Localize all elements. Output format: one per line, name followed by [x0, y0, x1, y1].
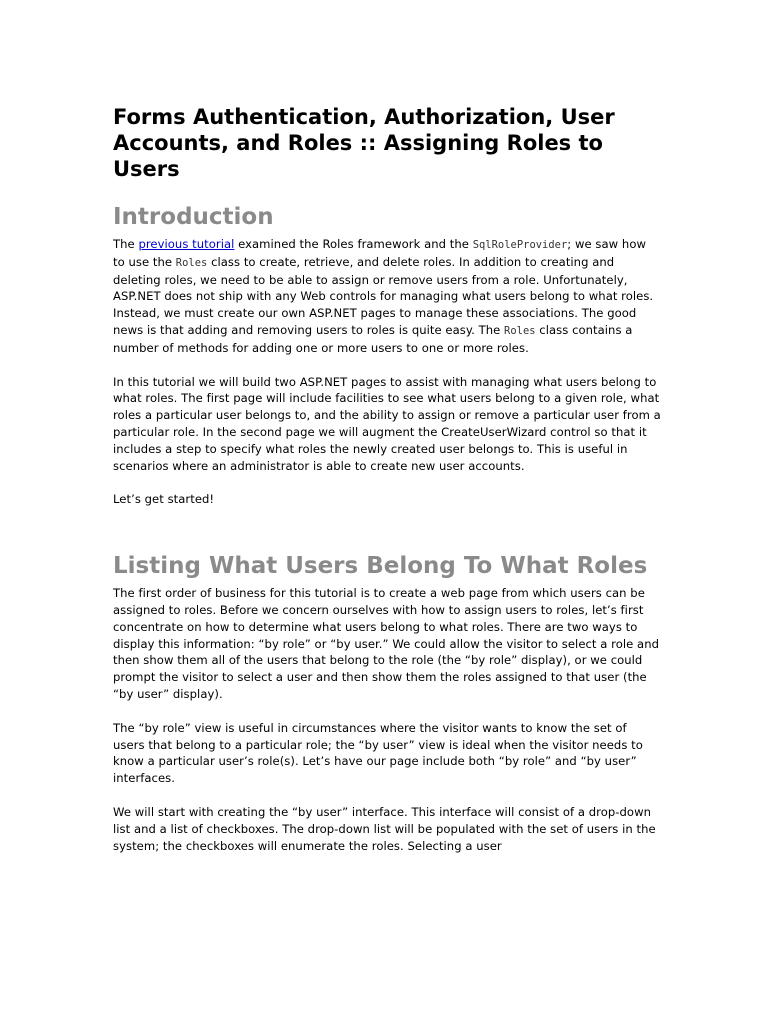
section-listing-users-roles: [113, 551, 661, 854]
introduction-paragraph-3: Let’s get started!: [113, 492, 215, 507]
introduction-paragraph-2: In this tutorial we will build two ASP.NET pages to assist with managing what users belong to what roles. The first page will include facilities to see what users belong to a given role, what roles a particular user belongs to, and the ability to assign or remove a particular user from a particular role. In the second page we will augment the CreateUserWizard control so that it includes a step to specify what roles the newly created user belongs to. This is useful in scenarios where an administrator is able to create new user accounts.: [113, 374, 661, 473]
document-title: Forms Authentication, Authorization, User Accounts, and Roles :: Assigning Roles to Users: [113, 105, 615, 181]
listing-paragraph-2: The “by role” view is useful in circumstances where the visitor wants to know the set of users that belong to a particular role; the “by user” view is ideal when the visitor needs to know a particular user’s role(s). Let’s have our page include both “by role” and “by user” interfaces.: [113, 720, 643, 786]
code-sqlroleprovider: SqlRoleProvider: [472, 239, 568, 251]
text-run: The: [113, 237, 139, 251]
introduction-paragraph-1: [113, 236, 661, 357]
text-run: examined the Roles framework and the: [234, 237, 473, 251]
code-roles: Roles: [175, 256, 208, 269]
introduction-heading: Introduction: [113, 204, 274, 230]
section-introduction: [113, 202, 661, 508]
code-roles: Roles: [504, 324, 536, 337]
previous-tutorial-link[interactable]: previous tutorial: [138, 237, 235, 251]
text-run: class to create, retrieve, and delete roles. In addition to creating and deleting roles, we need to be able to assign or remove users from a role. Unfortunately, ASP.NET does not ship with any Web controls for managing what users belong to what roles. Instead, we must create our own ASP.NET pages to manage these associations. The good news is that adding and removing users to roles is quite easy. The: [113, 254, 654, 337]
text-run: class contains a number of methods for adding one or more users to one or more roles.: [113, 322, 633, 355]
listing-paragraph-3: We will start with creating the “by user” interface. This interface will consist of a drop-down list and a list of checkboxes. The drop-down list will be populated with the set of users in the system; the checkboxes will enumerate the roles. Selecting a user: [113, 804, 656, 853]
listing-heading: Listing What Users Belong To What Roles: [113, 553, 648, 580]
section-spacer: [113, 525, 661, 551]
document-page: [113, 104, 661, 871]
listing-paragraph-1: The first order of business for this tutorial is to create a web page from which users can be assigned to roles. Before we concern ourselves with how to assign users to roles, let’s first concentrate on how to determine what users belong to what roles. There are two ways to display this information: “by role” or “by user.” We could allow the visitor to select a role and then show them all of the users that belong to the role (the “by role” display), or we could prompt the visitor to select a user and then show them the roles assigned to that user (the “by user” display).: [113, 586, 660, 701]
text-run: ; we saw how to use the: [113, 237, 647, 269]
